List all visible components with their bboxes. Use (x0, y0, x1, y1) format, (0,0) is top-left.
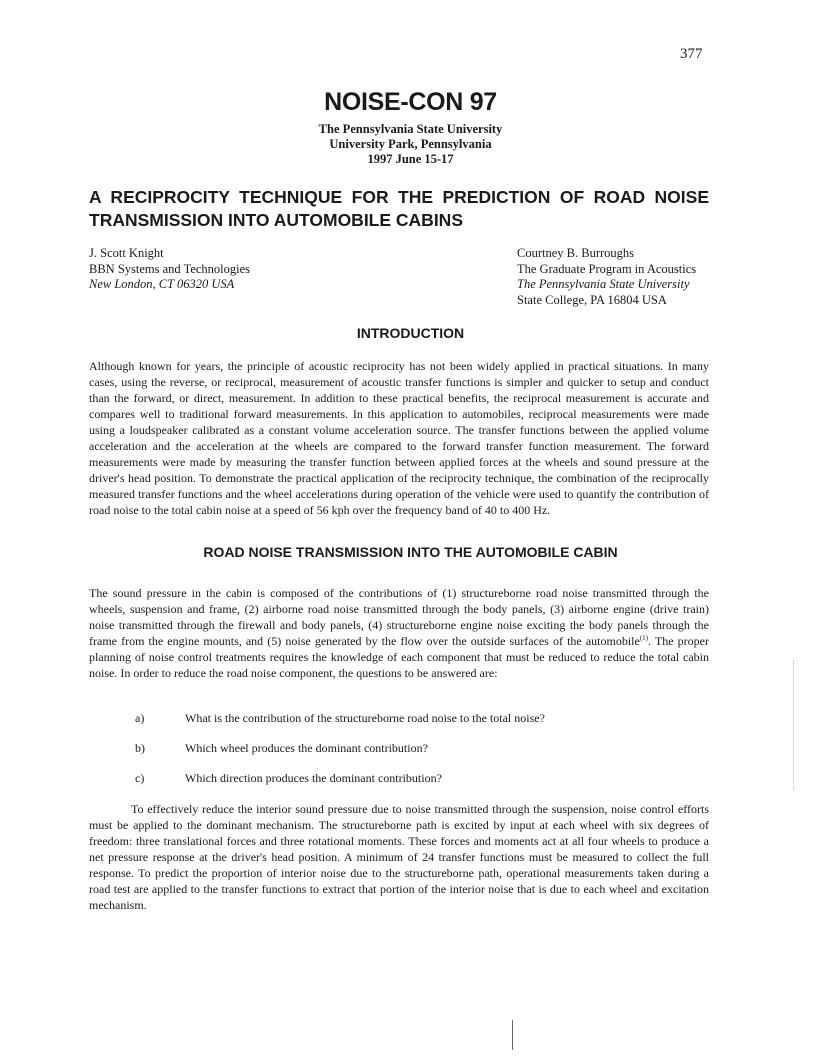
introduction-paragraph: Although known for years, the principle of acoustic reciprocity has not been widely applied in practical situations. In many cases, using the reverse, or reciprocal, measurement of acoustic transfer functions is simpler and quicker to setup and conduct than the forward, or direct, measurement. In addition to these practical benefits, the reciprocal measurement is accurate and compares well to traditional forward measurements. In this application to automobiles, reciprocal measurements were made using a loudspeaker calibrated as a constant volume acceleration source. The transfer functions between the applied volume acceleration and the acceleration at the wheels are compared to the forward transfer function measurement. The forward measurements were made by measuring the transfer function between applied forces at the wheels and sound pressure at the driver's head position. To demonstrate the practical application of the reciprocity technique, the combination of the reciprocally measured transfer functions and the wheel accelerations during operation of the vehicle were used to quantify the contribution of road noise to the total cabin noise at a speed of 56 kph over the frequency band of 40 to 400 Hz. (89, 359, 709, 517)
road-noise-paragraph (89, 585, 709, 681)
list-item-letter: a) (135, 711, 145, 725)
closing-paragraph: To effectively reduce the interior sound pressure due to noise transmitted through the suspension, noise control efforts must be applied to the dominant mechanism. The structureborne path is excited by input at each wheel with six degrees of freedom: three translational forces and three rotational moments. These forces and moments act at all four wheels to produce a net pressure response at the driver's head position. A minimum of 24 transfer functions must be measured to collect the full response. To predict the proportion of interior noise due to the structureborne path, operational measurements taken during a road test are applied to the transfer functions to extract that portion of the interior noise that is due to each wheel and excitation mechanism. (89, 802, 709, 912)
section-heading-road-noise: ROAD NOISE TRANSMISSION INTO THE AUTOMOBILE CABIN (203, 544, 618, 560)
author-block-2 (517, 246, 696, 308)
author-location: State College, PA 16804 USA (517, 292, 667, 307)
section-heading-introduction: INTRODUCTION (356, 325, 465, 341)
list-item-text: Which wheel produces the dominant contribution? (185, 741, 428, 755)
author-block-1 (89, 246, 250, 293)
list-item-text: Which direction produces the dominant contribution? (185, 771, 442, 785)
list-item-text: What is the contribution of the structureborne road noise to the total noise? (185, 711, 545, 725)
author-affiliation: The Graduate Program in Acoustics (517, 261, 697, 276)
paragraph-text: . The proper planning of noise control treatments requires the knowledge of each component that must be reduced to reduce the total cabin noise. In order to reduce the road noise component, the questions to be answered are: (89, 634, 709, 680)
list-item-letter: b) (135, 741, 145, 755)
conference-title: NOISE-CON 97 (324, 88, 497, 116)
reference-marker: (1) (639, 634, 648, 642)
list-item-letter: c) (135, 771, 145, 785)
conference-dates: 1997 June 15-17 (367, 152, 454, 166)
author-affiliation: BBN Systems and Technologies (89, 261, 251, 276)
paragraph-text: The sound pressure in the cabin is composed of the contributions of (1) structureborne road noise transmitted through the wheels, suspension and frame, (2) airborne road noise transmitted through the body panels, (3) airborne engine (drive train) noise transmitted through the firewall and body panels, (4) structureborne engine noise exciting the body panels through the frame from the engine mounts, and (5) noise generated by the flow over the outside surfaces of the automobile (89, 586, 709, 648)
conference-location: University Park, Pennsylvania (329, 137, 492, 151)
author-name: Courtney B. Burroughs (517, 246, 635, 260)
author-institution: The Pennsylvania State University (517, 277, 690, 291)
author-location: New London, CT 06320 USA (89, 277, 235, 291)
author-name: J. Scott Knight (89, 246, 164, 260)
conference-institution: The Pennsylvania State University (318, 122, 503, 136)
paper-title: A RECIPROCITY TECHNIQUE FOR THE PREDICTION OF ROAD NOISE TRANSMISSION INTO AUTOMOBILE CABINS (89, 187, 709, 230)
scan-mark (512, 1020, 513, 1050)
margin-artifact (793, 660, 795, 790)
conference-meta (0, 122, 821, 167)
page-number: 377 (680, 46, 703, 62)
